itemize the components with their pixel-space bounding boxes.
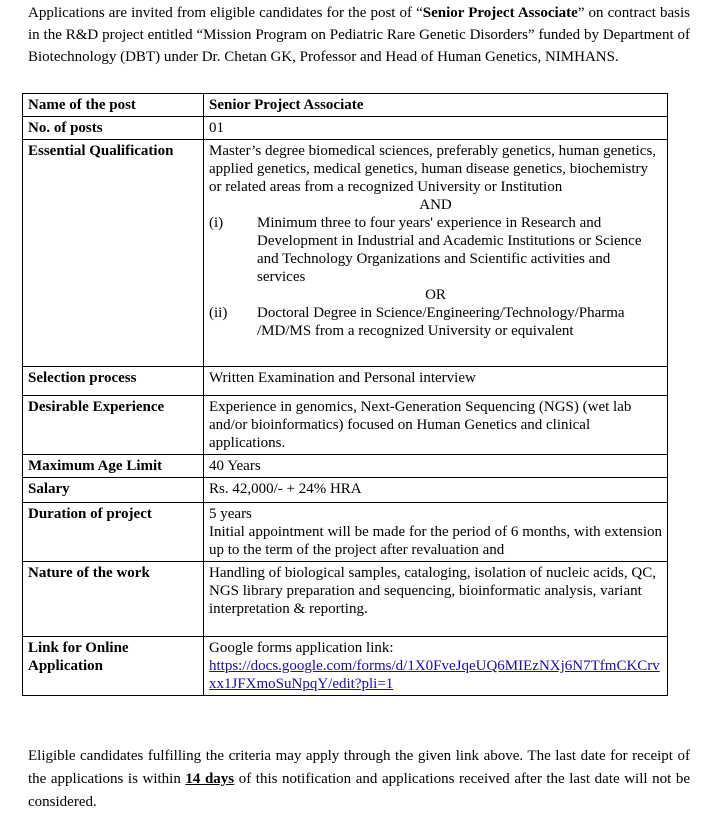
duration-detail: Initial appointment will be made for the period of 6 months, with extension up to the term of the project after revaluation and	[209, 524, 662, 558]
salary-value: Rs. 42,000/- + 24% HRA	[204, 478, 668, 503]
item-text: Minimum three to four years' experience in Research and Development in Industrial and Academic Institutions or Science and Technology Organizations and Scientific activities and services	[257, 215, 642, 285]
link-value	[204, 637, 668, 696]
nature-value: Handling of biological samples, cataloging, isolation of nucleic acids, QC, NGS library preparation and sequencing, bioinformatic analysis, variant interpretation & reporting.	[204, 562, 668, 637]
duration-years: 5 years	[209, 506, 252, 522]
nature-label: Nature of the work	[23, 562, 204, 637]
application-link[interactable]: https://docs.google.com/forms/d/1X0FveJqeUQ6MIEzNXj6N7TfmCKCrvxx1JFXmoSuNpqY/edit?pli=1	[209, 658, 660, 692]
intro-text-2: ” on contract basis in the R&D project entitled “Mission Program on Pediatric Rare Genetic Disorders” funded by Department of Biotechnology (DBT) under Dr. Chetan GK, Professor and Head of Human Genetics, NIMHANS.	[28, 5, 691, 65]
link-intro: Google forms application link:	[209, 640, 394, 656]
post-name-value: Senior Project Associate	[204, 94, 668, 117]
table-row	[23, 117, 668, 140]
table-row	[23, 367, 668, 396]
desirable-label: Desirable Experience	[23, 396, 204, 455]
deadline-days: 14 days	[185, 771, 235, 787]
qualification-label: Essential Qualification	[23, 140, 204, 367]
table-row	[23, 478, 668, 503]
duration-label: Duration of project	[23, 503, 204, 562]
qualification-value	[204, 140, 668, 367]
table-row	[23, 94, 668, 117]
link-label-line-2: Application	[28, 658, 104, 674]
footer-text-1: Eligible candidates fulfilling the criteria may apply through the given link above. The last date for receipt of the applications is within	[28, 748, 690, 787]
salary-label: Salary	[23, 478, 204, 503]
table-row	[23, 562, 668, 637]
age-value: 40 Years	[204, 455, 668, 478]
job-details-table	[22, 93, 668, 696]
table-row	[23, 503, 668, 562]
table-row	[23, 396, 668, 455]
selection-label: Selection process	[23, 367, 204, 396]
qualification-or: OR	[425, 287, 446, 303]
item-number: (i)	[209, 215, 224, 231]
age-label: Maximum Age Limit	[23, 455, 204, 478]
footer-paragraph	[28, 745, 690, 814]
qualification-and: AND	[419, 197, 452, 213]
selection-value: Written Examination and Personal interview	[204, 367, 668, 396]
item-text: Doctoral Degree in Science/Engineering/Technology/Pharma /MD/MS from a recognized University or equivalent	[257, 305, 625, 339]
posts-value: 01	[204, 117, 668, 140]
qualification-main: Master’s degree biomedical sciences, preferably genetics, human genetics, applied genetics, medical genetics, human disease genetics, biochemistry or related areas from a recognized University or Institution	[209, 143, 657, 195]
qualification-item-2	[209, 304, 662, 340]
table-row	[23, 455, 668, 478]
post-name-label: Name of the post	[23, 94, 204, 117]
link-label-line-1: Link for Online	[28, 640, 129, 656]
posts-label: No. of posts	[23, 117, 204, 140]
desirable-value: Experience in genomics, Next-Generation Sequencing (NGS) (wet lab and/or bioinformatics) focused on Human Genetics and clinical applications.	[204, 396, 668, 455]
intro-paragraph	[28, 2, 690, 68]
table-row	[23, 140, 668, 367]
qualification-item-1	[209, 214, 662, 286]
footer-text-2: of this notification and applications received after the last date will not be considered.	[28, 771, 690, 810]
intro-post-name: Senior Project Associate	[422, 5, 578, 21]
item-number: (ii)	[209, 305, 228, 321]
intro-text-1: Applications are invited from eligible candidates for the post of “	[28, 5, 423, 21]
link-label	[23, 637, 204, 696]
table-row	[23, 637, 668, 696]
duration-value	[204, 503, 668, 562]
